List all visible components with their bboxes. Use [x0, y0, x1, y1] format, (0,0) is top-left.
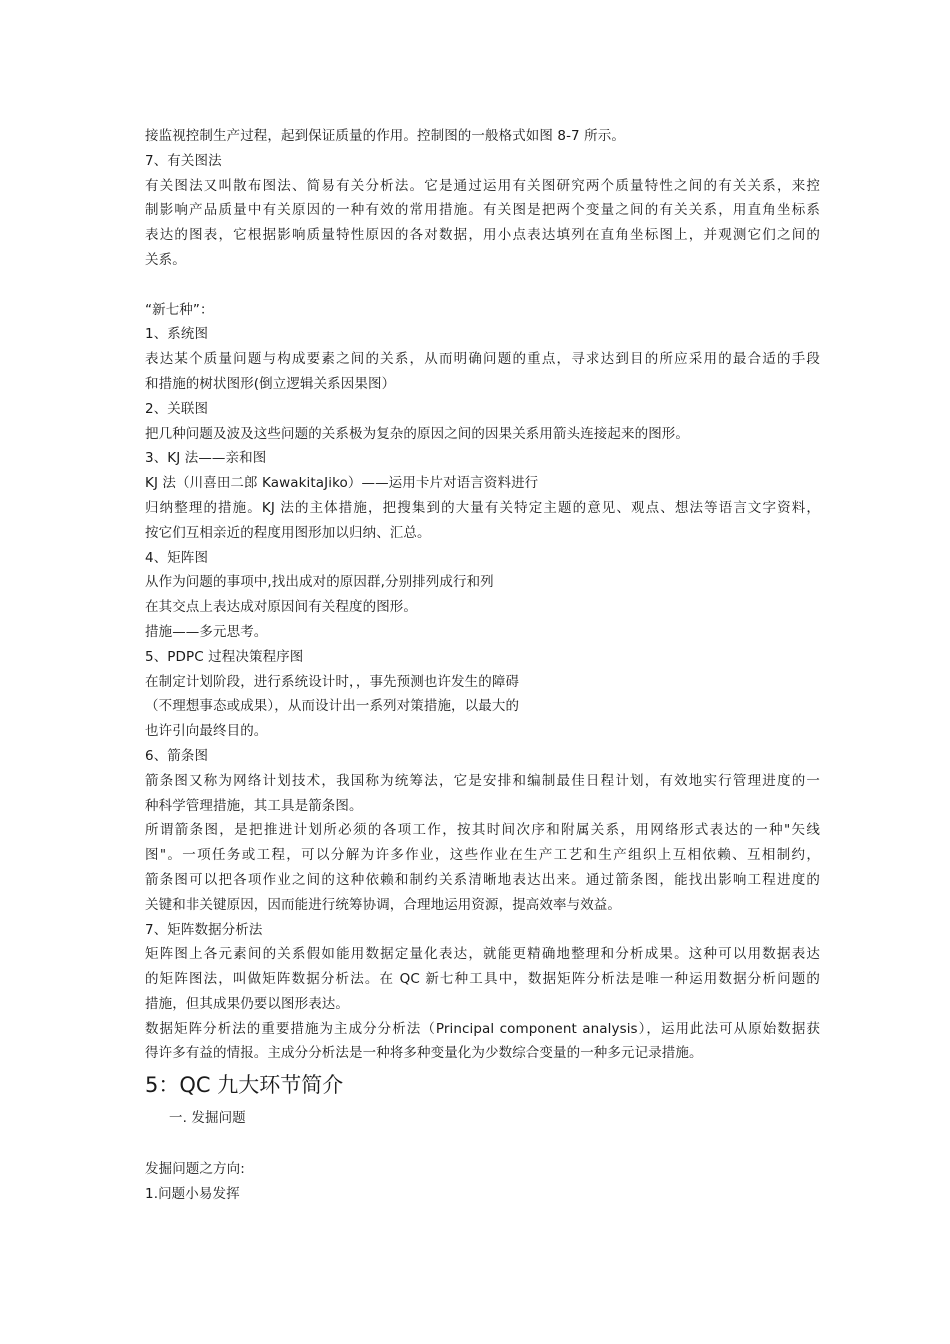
text-line: 表达的图表，它根据影响质量特性原因的各对数据，用小点表达填列在直角坐标图上，并观测它们之间的 [145, 227, 820, 244]
document-body [145, 124, 820, 1207]
spacer [145, 1131, 820, 1157]
text-line: 图"。一项任务或工程，可以分解为许多作业，这些作业在生产工艺和生产组织上互相依赖、互相制约， [145, 847, 820, 864]
text-line: 措施，但其成果仍要以图形表达。 [145, 995, 349, 1012]
text-line: 在制定计划阶段，进行系统设计时，，事先预测也许发生的障碍 [145, 673, 520, 690]
sub-item: 一. 发掘问题 [169, 1110, 246, 1127]
text-line: 有关图法又叫散布图法、简易有关分析法。它是通过运用有关图研究两个质量特性之间的有关关系，来控 [145, 177, 820, 194]
text-line: 关键和非关键原因，因而能进行统筹协调，合理地运用资源，提高效率与效益。 [145, 896, 621, 913]
text-line: 从作为问题的事项中,找出成对的原因群,分别排列成行和列 [145, 574, 494, 591]
text-lines [145, 124, 820, 1066]
text-line: 种科学管理措施，其工具是箭条图。 [145, 797, 363, 814]
text-line: 数据矩阵分析法的重要措施为主成分分析法（Principal component analysis），运用此法可从原始数据获 [145, 1020, 820, 1037]
text-line: 2、关联图 [145, 400, 209, 417]
text-line: “新七种”： [145, 301, 214, 318]
blank-line [145, 273, 820, 298]
text-line: 关系。 [145, 251, 186, 268]
text-line: 3、KJ 法——亲和图 [145, 450, 267, 467]
text-line: 矩阵图上各元素间的关系假如能用数据定量化表达，就能更精确地整理和分析成果。这种可以用数据表达 [145, 946, 820, 963]
text-line: 接监视控制生产过程，起到保证质量的作用。控制图的一般格式如图 8-7 所示。 [145, 128, 625, 144]
text-line: 的矩阵图法，叫做矩阵数据分析法。在 QC 新七种工具中，数据矩阵分析法是唯一种运用数据分析问题的 [145, 971, 820, 988]
text-line: 也许引向最终目的。 [145, 723, 268, 740]
text-line: 归纳整理的措施。KJ 法的主体措施，把搜集到的大量有关特定主题的意见、观点、想法等语言文字资料， [145, 499, 820, 516]
text-line: 4、矩阵图 [145, 549, 209, 566]
text-line: 和措施的树状图形(倒立逻辑关系因果图） [145, 375, 396, 392]
text-line: 6、箭条图 [145, 747, 209, 764]
section-heading: 5：QC 九大环节简介 [145, 1073, 344, 1098]
text-line: 把几种问题及波及这些问题的关系极为复杂的原因之间的因果关系用箭头连接起来的图形。 [145, 425, 689, 442]
text-line: 制影响产品质量中有关原因的一种有效的常用措施。有关图是把两个变量之间的有关关系，用直角坐标系 [145, 202, 820, 219]
text-line: 1、系统图 [145, 326, 209, 343]
text-line: 7、矩阵数据分析法 [145, 921, 263, 938]
text-line: 措施——多元思考。 [145, 623, 268, 640]
text-line: 箭条图可以把各项作业之间的这种依赖和制约关系清晰地表达出来。通过箭条图，能找出影响工程进度的 [145, 871, 820, 888]
text-line: KJ 法（川喜田二郎 KawakitaJiko）——运用卡片对语言资料进行 [145, 475, 539, 492]
text-line: 7、有关图法 [145, 152, 222, 169]
text-line: 按它们互相亲近的程度用图形加以归纳、汇总。 [145, 524, 431, 541]
text-line: 5、PDPC 过程决策程序图 [145, 648, 304, 665]
text-line: 箭条图又称为网络计划技术，我国称为统筹法，它是安排和编制最佳日程计划，有效地实行管理进度的一 [145, 772, 820, 789]
text-line: 所谓箭条图，是把推进计划所必须的各项工作，按其时间次序和附属关系，用网络形式表达的一种"矢线 [145, 822, 820, 839]
text-line: 得许多有益的情报。主成分分析法是一种将多种变量化为少数综合变量的一种多元记录措施。 [145, 1045, 703, 1062]
text-line: 表达某个质量问题与构成要素之间的关系，从而明确问题的重点，寻求达到目的所应采用的最合适的手段 [145, 351, 820, 368]
tail-line: 1.问题小易发挥 [145, 1185, 240, 1202]
text-line: （不理想事态或成果），从而设计出一系列对策措施，以最大的 [145, 698, 520, 715]
tail-line: 发掘问题之方向: [145, 1161, 245, 1178]
text-line: 在其交点上表达成对原因间有关程度的图形。 [145, 599, 417, 616]
